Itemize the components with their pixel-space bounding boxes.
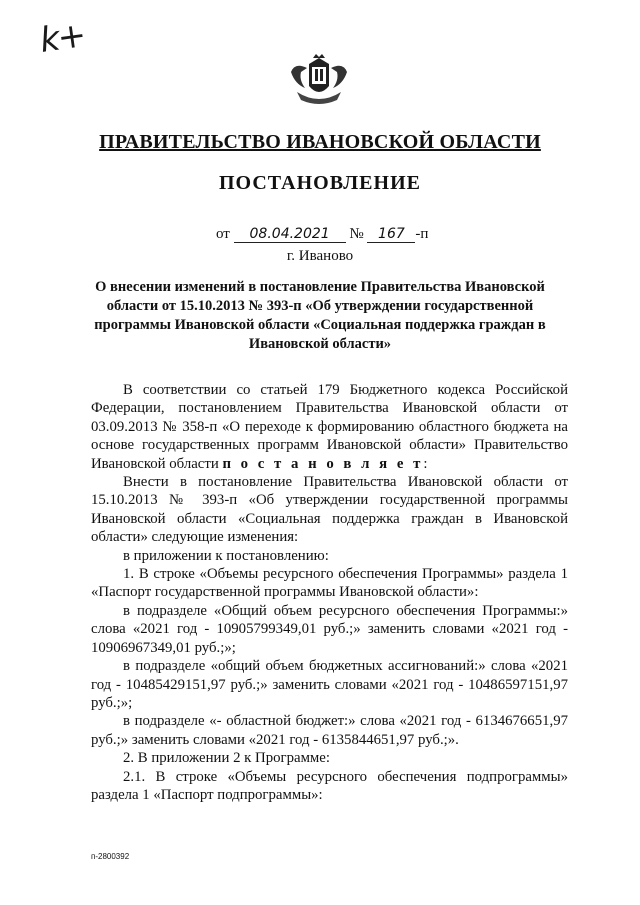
preamble-text: В соответствии со статьей 179 Бюджетного кодекса Российской Федерации, постановлением Правительства Ивановской области от 03.09.2013 № 358-п «О переходе к формированию областного бюджета на основе государственных программ Ивановской области» Правительство Ивановской области xyxy=(91,382,568,472)
body-paragraph: Внести в постановление Правительства Ивановской области от 15.10.2013 № 393-п «Об утверждении государственной программы Ивановской области «Социальная поддержка граждан в Ивановской области» следующие изменения: xyxy=(91,474,568,546)
date-number-line xyxy=(216,226,428,243)
body-paragraph: в подразделе «- областной бюджет:» слова «2021 год - 6134676651,97 руб.;» заменить словами «2021 год - 6135844651,97 руб.;». xyxy=(91,713,568,748)
document-subject: О внесении изменений в постановление Правительства Ивановской области от 15.10.2013 № 393-п «Об утверждении государственной программы Ивановской области «Социальная поддержка граждан в Ивановской области» xyxy=(94,279,546,352)
preamble-paragraph xyxy=(91,381,568,473)
handwritten-date: 08.04.2021 xyxy=(234,226,346,243)
body-paragraph: 1. В строке «Объемы ресурсного обеспечения Программы» раздела 1 «Паспорт государственной программы Ивановской области»: xyxy=(91,566,568,601)
body-paragraph: 2.1. В строке «Объемы ресурсного обеспечения подпрограммы» раздела 1 «Паспорт подпрограммы»: xyxy=(91,768,568,803)
coat-of-arms-icon xyxy=(287,54,351,108)
resolves-colon: : xyxy=(423,455,428,472)
document-body xyxy=(91,381,568,804)
number-prefix: № xyxy=(349,226,364,242)
body-paragraph: в подразделе «общий объем бюджетных ассигнований:» слова «2021 год - 10485429151,97 руб.;» заменить словами «2021 год - 10486597151,97 руб.;»; xyxy=(91,658,568,711)
footer-code: п-2800392 xyxy=(91,852,130,861)
body-paragraph: в подразделе «Общий объем ресурсного обеспечения Программы:» слова «2021 год - 10905799349,01 руб.;» заменить словами «2021 год - 10906967349,01 руб.;»; xyxy=(91,602,568,656)
body-paragraph: 2. В приложении 2 к Программе: xyxy=(123,750,330,767)
government-title: ПРАВИТЕЛЬСТВО ИВАНОВСКОЙ ОБЛАСТИ xyxy=(99,131,541,153)
body-paragraph: в приложении к постановлению: xyxy=(123,547,329,564)
document-type: ПОСТАНОВЛЕНИЕ xyxy=(219,172,421,194)
handwritten-number: 167 xyxy=(367,226,415,243)
handwritten-corner-note: k+ xyxy=(37,15,87,61)
resolves-word: п о с т а н о в л я е т xyxy=(222,455,424,472)
city: г. Иваново xyxy=(286,248,354,264)
date-prefix: от xyxy=(216,226,230,242)
number-suffix: -п xyxy=(415,226,429,242)
